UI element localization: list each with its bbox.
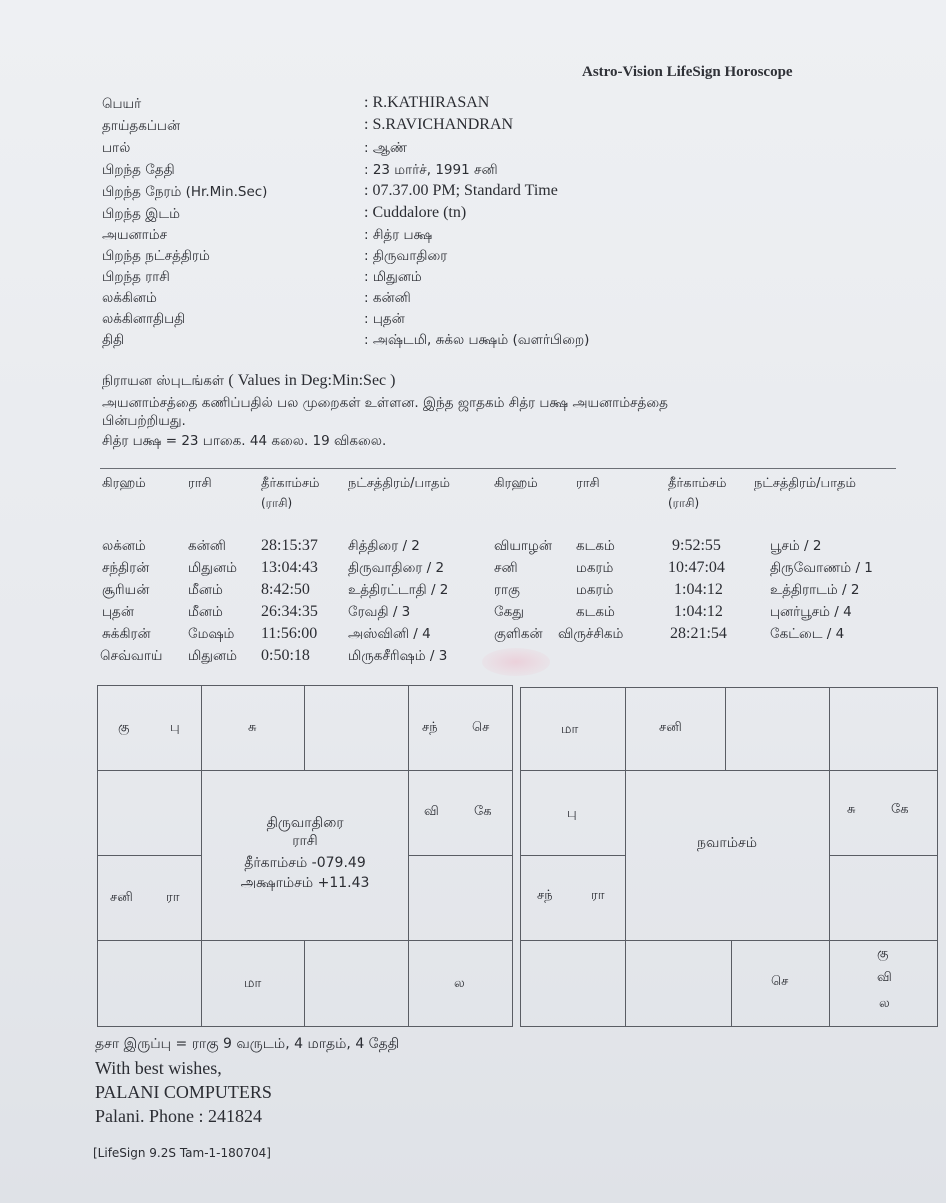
header-degree: தீர்காம்சம் bbox=[668, 476, 727, 491]
cell-degree: 26:34:35 bbox=[261, 603, 318, 620]
cell-star: மிருகசீரிஷம் / 3 bbox=[348, 648, 448, 664]
cell-degree: 28:15:37 bbox=[261, 537, 318, 554]
cell-graha: குளிகன் bbox=[494, 626, 543, 642]
sphuta-heading bbox=[102, 372, 395, 391]
cell-rasi: கடகம் bbox=[576, 604, 615, 620]
rasi-makara-planet: சனி bbox=[110, 890, 133, 905]
profile-value: : S.RAVICHANDRAN bbox=[364, 116, 514, 133]
grid-line bbox=[725, 688, 726, 770]
grid-line bbox=[829, 688, 830, 1026]
header-rasi: ராசி bbox=[188, 476, 212, 491]
profile-label: பிறந்த இடம் bbox=[102, 206, 180, 222]
rasi-makara-planet: ரா bbox=[166, 890, 180, 905]
cell-graha: லக்னம் bbox=[102, 538, 146, 554]
profile-row bbox=[102, 248, 882, 269]
header-star: நட்சத்திரம்/பாதம் bbox=[348, 476, 450, 491]
cell-degree: 1:04:12 bbox=[674, 581, 723, 598]
navamsa-makara-planet: சந் bbox=[537, 888, 553, 903]
profile-value: : மிதுனம் bbox=[364, 269, 422, 285]
profile-label: திதி bbox=[102, 332, 125, 348]
dasa-balance: தசா இருப்பு = ராகு 9 வருடம், 4 மாதம், 4 தேதி bbox=[95, 1036, 400, 1052]
navamsa-mesha-planet: சனி bbox=[659, 720, 682, 735]
grid-line bbox=[521, 855, 625, 856]
profile-value: : 07.37.00 PM; Standard Time bbox=[364, 182, 558, 199]
profile-row bbox=[102, 290, 882, 311]
profile-label: லக்கினாதிபதி bbox=[102, 311, 186, 327]
cell-rasi: மகரம் bbox=[576, 560, 614, 576]
cell-graha: சந்திரன் bbox=[102, 560, 150, 576]
cell-degree: 10:47:04 bbox=[668, 559, 725, 576]
grid-line bbox=[98, 940, 512, 941]
cell-graha: கேது bbox=[494, 604, 524, 620]
navamsa-kanya-planet: வி bbox=[877, 970, 892, 985]
navamsa-thula-planet: செ bbox=[771, 974, 789, 989]
cell-star: அஸ்வினி / 4 bbox=[348, 626, 431, 642]
rasi-meena-planet: பு bbox=[170, 720, 180, 735]
rasi-center-title: ராசி bbox=[292, 833, 318, 849]
company-contact: Palani. Phone : 241824 bbox=[95, 1106, 262, 1126]
cell-graha: சுக்கிரன் bbox=[102, 626, 151, 642]
cell-graha: வியாழன் bbox=[494, 538, 552, 554]
cell-star: திருவோணம் / 1 bbox=[770, 560, 873, 576]
cell-star: ரேவதி / 3 bbox=[348, 604, 411, 620]
profile-row bbox=[102, 227, 882, 248]
cell-star: புனர்பூசம் / 4 bbox=[770, 604, 852, 620]
profile-label: பிறந்த தேதி bbox=[102, 162, 175, 178]
profile-label: பிறந்த நட்சத்திரம் bbox=[102, 248, 210, 264]
cell-graha: புதன் bbox=[102, 604, 134, 620]
company-name: PALANI COMPUTERS bbox=[95, 1082, 272, 1102]
navamsa-kataka-planet: கே bbox=[891, 802, 909, 817]
profile-label: பெயர் bbox=[102, 96, 142, 112]
cell-degree: 11:56:00 bbox=[261, 625, 318, 642]
cell-star: உத்திராடம் / 2 bbox=[770, 582, 860, 598]
navamsa-kanya-planet: ல bbox=[879, 996, 890, 1011]
profile-value: : கன்னி bbox=[364, 290, 411, 306]
table-top-rule bbox=[100, 468, 896, 469]
cell-rasi: மிதுனம் bbox=[188, 648, 237, 664]
header-graha: கிரஹம் bbox=[494, 476, 538, 491]
profile-row bbox=[102, 118, 882, 139]
rasi-kataka-planet: வி bbox=[424, 804, 439, 819]
header-star: நட்சத்திரம்/பாதம் bbox=[754, 476, 856, 491]
grid-line bbox=[521, 940, 937, 941]
profile-value: : அஷ்டமி, சுக்ல பக்ஷம் (வளர்பிறை) bbox=[364, 332, 590, 348]
profile-label: லக்கினம் bbox=[102, 290, 157, 306]
rasi-kanya-planet: ல bbox=[454, 976, 465, 991]
ayanamsa-note-line1: அயனாம்சத்தை கணிப்பதில் பல முறைகள் உள்ளன. இந்த ஜாதகம் சித்ர பக்ஷ அயனாம்சத்தை bbox=[102, 395, 668, 411]
grid-line bbox=[829, 855, 937, 856]
wishes-line: With best wishes, bbox=[95, 1058, 222, 1078]
cell-graha: செவ்வாய் bbox=[100, 648, 163, 664]
cell-degree: 13:04:43 bbox=[261, 559, 318, 576]
cell-degree: 9:52:55 bbox=[672, 537, 721, 554]
header-degree-sub: (ராசி) bbox=[261, 496, 293, 510]
profile-row bbox=[102, 311, 882, 332]
profile-label: பிறந்த நேரம் (Hr.Min.Sec) bbox=[102, 184, 268, 200]
rasi-meena-planet: கு bbox=[118, 720, 130, 735]
grid-line bbox=[408, 855, 512, 856]
cell-rasi: மகரம் bbox=[576, 582, 614, 598]
cell-graha: சூரியன் bbox=[102, 582, 150, 598]
cell-graha: சனி bbox=[494, 560, 518, 576]
profile-value: : ஆண் bbox=[364, 140, 408, 156]
grid-line bbox=[625, 688, 626, 1026]
cell-rasi: மீனம் bbox=[188, 604, 223, 620]
rasi-center-longitude: தீர்காம்சம் -079.49 bbox=[244, 855, 366, 871]
navamsa-kanya-planet: கு bbox=[877, 946, 889, 961]
cell-graha: ராகு bbox=[494, 582, 520, 598]
cell-star: கேட்டை / 4 bbox=[770, 626, 845, 642]
cell-rasi: மீனம் bbox=[188, 582, 223, 598]
profile-value: : சித்ர பக்ஷ bbox=[364, 227, 433, 243]
rasi-center-star: திருவாதிரை bbox=[266, 815, 344, 831]
paper-stain bbox=[482, 648, 550, 676]
cell-star: சித்திரை / 2 bbox=[348, 538, 420, 554]
rasi-mithuna-planet: செ bbox=[472, 720, 490, 735]
navamsa-chart-center bbox=[625, 832, 829, 854]
profile-row bbox=[102, 332, 882, 353]
navamsa-kataka-planet: சு bbox=[847, 802, 856, 817]
profile-row bbox=[102, 96, 882, 117]
cell-star: உத்திரட்டாதி / 2 bbox=[348, 582, 449, 598]
cell-rasi: விருச்சிகம் bbox=[558, 626, 624, 642]
software-version: [LifeSign 9.2S Tam-1-180704] bbox=[93, 1146, 271, 1160]
cell-degree: 28:21:54 bbox=[670, 625, 727, 642]
grid-line bbox=[408, 686, 409, 1026]
rasi-center-latitude: அக்ஷாம்சம் +11.43 bbox=[240, 875, 370, 891]
header-degree: தீர்காம்சம் bbox=[261, 476, 320, 491]
profile-value: : 23 மார்ச், 1991 சனி bbox=[364, 162, 498, 178]
profile-row bbox=[102, 140, 882, 161]
rasi-vrischika-planet: மா bbox=[244, 976, 262, 991]
cell-star: பூசம் / 2 bbox=[770, 538, 822, 554]
cell-rasi: கன்னி bbox=[188, 538, 226, 554]
profile-value: : R.KATHIRASAN bbox=[364, 94, 490, 111]
rasi-chart-center bbox=[202, 812, 408, 894]
cell-rasi: கடகம் bbox=[576, 538, 615, 554]
rasi-mesha-planet: சு bbox=[248, 720, 257, 735]
profile-label: அயனாம்ச bbox=[102, 227, 168, 243]
navamsa-chart bbox=[520, 687, 938, 1027]
grid-line bbox=[731, 940, 732, 1026]
cell-degree: 1:04:12 bbox=[674, 603, 723, 620]
grid-line bbox=[98, 770, 512, 771]
cell-degree: 8:42:50 bbox=[261, 581, 310, 598]
profile-label: தாய்தகப்பன் bbox=[102, 118, 181, 134]
grid-line bbox=[304, 940, 305, 1026]
profile-label: பிறந்த ராசி bbox=[102, 269, 170, 285]
navamsa-kumbha-planet: பு bbox=[567, 806, 577, 821]
cell-rasi: மிதுனம் bbox=[188, 560, 237, 576]
profile-value: : திருவாதிரை bbox=[364, 248, 448, 264]
header-rasi: ராசி bbox=[576, 476, 600, 491]
header-graha: கிரஹம் bbox=[102, 476, 146, 491]
grid-line bbox=[304, 686, 305, 770]
sphuta-heading-english: ( Values in Deg:Min:Sec ) bbox=[228, 372, 396, 389]
ayanamsa-value-line: சித்ர பக்ஷ = 23 பாகை. 44 கலை. 19 விகலை. bbox=[102, 433, 387, 449]
grid-line bbox=[98, 855, 201, 856]
grid-line bbox=[521, 770, 937, 771]
cell-rasi: மேஷம் bbox=[188, 626, 235, 642]
rasi-chart bbox=[97, 685, 513, 1027]
profile-label: பால் bbox=[102, 140, 131, 156]
header-degree-sub: (ராசி) bbox=[668, 496, 700, 510]
profile-row bbox=[102, 206, 882, 227]
navamsa-center-title: நவாம்சம் bbox=[697, 835, 757, 851]
report-title: Astro-Vision LifeSign Horoscope bbox=[582, 64, 793, 80]
rasi-mithuna-planet: சந் bbox=[422, 720, 438, 735]
navamsa-meena-planet: மா bbox=[561, 722, 579, 737]
cell-star: திருவாதிரை / 2 bbox=[348, 560, 445, 576]
profile-value: : Cuddalore (tn) bbox=[364, 204, 467, 221]
ayanamsa-note-line2: பின்பற்றியது. bbox=[102, 413, 186, 429]
profile-row bbox=[102, 269, 882, 290]
navamsa-makara-planet: ரா bbox=[591, 888, 605, 903]
sphuta-heading-tamil: நிராயன ஸ்புடங்கள் bbox=[102, 373, 229, 389]
profile-row bbox=[102, 162, 882, 183]
profile-value: : புதன் bbox=[364, 311, 405, 327]
profile-row bbox=[102, 184, 882, 205]
rasi-kataka-planet: கே bbox=[474, 804, 492, 819]
cell-degree: 0:50:18 bbox=[261, 647, 310, 664]
